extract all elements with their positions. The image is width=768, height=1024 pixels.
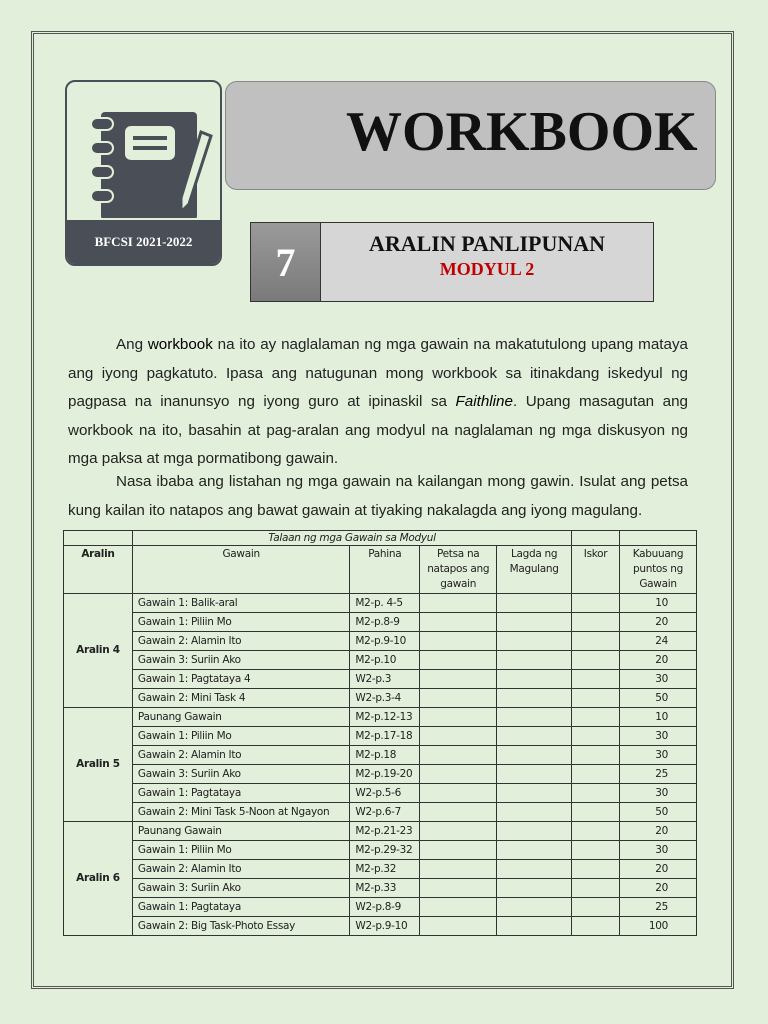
lagda-cell[interactable]	[497, 670, 572, 689]
gawain-cell: Gawain 2: Big Task-Photo Essay	[132, 917, 349, 936]
kabuuang-puntos-cell: 20	[620, 879, 697, 898]
pahina-cell: M2-p.32	[350, 860, 420, 879]
column-header: Aralin	[64, 546, 133, 594]
table-row	[64, 841, 697, 860]
lagda-cell[interactable]	[497, 708, 572, 727]
gawain-cell: Gawain 3: Suriin Ako	[132, 651, 349, 670]
gawain-cell: Gawain 3: Suriin Ako	[132, 765, 349, 784]
kabuuang-puntos-cell: 20	[620, 860, 697, 879]
table-row	[64, 917, 697, 936]
pahina-cell: W2-p.6-7	[350, 803, 420, 822]
table-row	[64, 651, 697, 670]
petsa-cell[interactable]	[420, 727, 497, 746]
kabuuang-puntos-cell: 10	[620, 594, 697, 613]
pahina-cell: M2-p.12-13	[350, 708, 420, 727]
iskor-cell[interactable]	[572, 708, 620, 727]
iskor-cell[interactable]	[572, 784, 620, 803]
pahina-cell: M2-p.29-32	[350, 841, 420, 860]
petsa-cell[interactable]	[420, 613, 497, 632]
lagda-cell[interactable]	[497, 841, 572, 860]
petsa-cell[interactable]	[420, 841, 497, 860]
lagda-cell[interactable]	[497, 594, 572, 613]
petsa-cell[interactable]	[420, 670, 497, 689]
iskor-cell[interactable]	[572, 860, 620, 879]
gawain-cell: Gawain 1: Piliin Mo	[132, 727, 349, 746]
lagda-cell[interactable]	[497, 746, 572, 765]
kabuuang-puntos-cell: 30	[620, 841, 697, 860]
kabuuang-puntos-cell: 20	[620, 613, 697, 632]
lagda-cell[interactable]	[497, 632, 572, 651]
kabuuang-puntos-cell: 100	[620, 917, 697, 936]
gawain-cell: Gawain 1: Balik-aral	[132, 594, 349, 613]
column-header: Petsa na natapos ang gawain	[420, 546, 497, 594]
intro-paragraph-1: Ang workbook na ito ay naglalaman ng mga gawain na makatutulong upang mataya ang iyong pagkatuto. Ipasa ang natugunan mong workbook sa itinakdang iskedyul ng pagpasa na inanunsyo ng iyong guro at ipinaskil sa Faithline. Upang masagutan ang workbook na ito, basahin at pag-aralan ang modyul na naglalaman ng mga diskusyon ng mga paksa at mga pormatibong gawain.	[68, 336, 688, 467]
kabuuang-puntos-cell: 20	[620, 651, 697, 670]
table-row	[64, 822, 697, 841]
iskor-cell[interactable]	[572, 632, 620, 651]
column-header: Pahina	[350, 546, 420, 594]
iskor-cell[interactable]	[572, 765, 620, 784]
petsa-cell[interactable]	[420, 765, 497, 784]
petsa-cell[interactable]	[420, 708, 497, 727]
school-year-label: BFCSI 2021-2022	[67, 220, 220, 264]
lagda-cell[interactable]	[497, 727, 572, 746]
gawain-cell: Gawain 3: Suriin Ako	[132, 879, 349, 898]
iskor-cell[interactable]	[572, 746, 620, 765]
lagda-cell[interactable]	[497, 879, 572, 898]
gawain-cell: Gawain 1: Piliin Mo	[132, 613, 349, 632]
pahina-cell: M2-p.17-18	[350, 727, 420, 746]
iskor-cell[interactable]	[572, 727, 620, 746]
gawain-cell: Gawain 2: Alamin Ito	[132, 632, 349, 651]
table-row	[64, 879, 697, 898]
lagda-cell[interactable]	[497, 651, 572, 670]
subject-title: ARALIN PANLIPUNAN	[368, 231, 606, 256]
notebook-pencil-icon	[71, 88, 216, 218]
pahina-cell: M2-p. 4-5	[350, 594, 420, 613]
grade-number: 7	[251, 223, 321, 301]
pahina-cell: W2-p.3	[350, 670, 420, 689]
kabuuang-puntos-cell: 25	[620, 898, 697, 917]
title-banner	[225, 81, 716, 190]
iskor-cell[interactable]	[572, 613, 620, 632]
kabuuang-puntos-cell: 30	[620, 670, 697, 689]
table-row	[64, 727, 697, 746]
column-header: Gawain	[132, 546, 349, 594]
petsa-cell[interactable]	[420, 689, 497, 708]
aralin-label: Aralin 4	[64, 594, 133, 708]
table-row	[64, 670, 697, 689]
module-label: MODYUL 2	[439, 259, 535, 279]
pahina-cell: W2-p.9-10	[350, 917, 420, 936]
pahina-cell: W2-p.8-9	[350, 898, 420, 917]
subject-box	[250, 222, 654, 302]
intro-paragraph-2: Nasa ibaba ang listahan ng mga gawain na kailangan mong gawin. Isulat ang petsa kung kailan ito natapos ang bawat gawain at tiyaking nakalagda ang iyong magulang.	[68, 473, 688, 519]
iskor-cell[interactable]	[572, 670, 620, 689]
petsa-cell[interactable]	[420, 860, 497, 879]
gawain-cell: Gawain 1: Pagtataya	[132, 784, 349, 803]
table-row	[64, 594, 697, 613]
gawain-cell: Gawain 1: Pagtataya 4	[132, 670, 349, 689]
petsa-cell[interactable]	[420, 632, 497, 651]
kabuuang-puntos-cell: 20	[620, 822, 697, 841]
table-row	[64, 689, 697, 708]
iskor-cell[interactable]	[572, 803, 620, 822]
workbook-logo	[65, 80, 222, 266]
table-row	[64, 765, 697, 784]
activities-table	[63, 530, 697, 936]
lagda-cell[interactable]	[497, 822, 572, 841]
kabuuang-puntos-cell: 30	[620, 746, 697, 765]
table-caption: Talaan ng mga Gawain sa Modyul	[132, 531, 571, 546]
lagda-cell[interactable]	[497, 765, 572, 784]
gawain-cell: Gawain 2: Alamin Ito	[132, 746, 349, 765]
kabuuang-puntos-cell: 30	[620, 784, 697, 803]
petsa-cell[interactable]	[420, 879, 497, 898]
table-row	[64, 632, 697, 651]
table-row	[64, 784, 697, 803]
pahina-cell: M2-p.8-9	[350, 613, 420, 632]
gawain-cell: Paunang Gawain	[132, 708, 349, 727]
iskor-cell[interactable]	[572, 879, 620, 898]
pahina-cell: M2-p.9-10	[350, 632, 420, 651]
gawain-cell: Gawain 2: Mini Task 5-Noon at Ngayon	[132, 803, 349, 822]
pahina-cell: M2-p.33	[350, 879, 420, 898]
petsa-cell[interactable]	[420, 917, 497, 936]
column-header: Iskor	[572, 546, 620, 594]
lagda-cell[interactable]	[497, 917, 572, 936]
column-header: Kabuuang puntos ng Gawain	[620, 546, 697, 594]
lagda-cell[interactable]	[497, 613, 572, 632]
table-row	[64, 898, 697, 917]
petsa-cell[interactable]	[420, 822, 497, 841]
kabuuang-puntos-cell: 10	[620, 708, 697, 727]
iskor-cell[interactable]	[572, 689, 620, 708]
petsa-cell[interactable]	[420, 594, 497, 613]
iskor-cell[interactable]	[572, 822, 620, 841]
kabuuang-puntos-cell: 24	[620, 632, 697, 651]
gawain-cell: Gawain 2: Alamin Ito	[132, 860, 349, 879]
petsa-cell[interactable]	[420, 746, 497, 765]
pahina-cell: M2-p.21-23	[350, 822, 420, 841]
petsa-cell[interactable]	[420, 898, 497, 917]
petsa-cell[interactable]	[420, 651, 497, 670]
iskor-cell[interactable]	[572, 651, 620, 670]
lagda-cell[interactable]	[497, 689, 572, 708]
kabuuang-puntos-cell: 50	[620, 689, 697, 708]
pahina-cell: M2-p.19-20	[350, 765, 420, 784]
pahina-cell: W2-p.3-4	[350, 689, 420, 708]
petsa-cell[interactable]	[420, 803, 497, 822]
gawain-cell: Gawain 2: Mini Task 4	[132, 689, 349, 708]
gawain-cell: Gawain 1: Pagtataya	[132, 898, 349, 917]
pahina-cell: M2-p.18	[350, 746, 420, 765]
page-title: WORKBOOK	[346, 101, 698, 163]
table-row	[64, 860, 697, 879]
iskor-cell[interactable]	[572, 898, 620, 917]
kabuuang-puntos-cell: 30	[620, 727, 697, 746]
column-header: Lagda ng Magulang	[497, 546, 572, 594]
lagda-cell[interactable]	[497, 784, 572, 803]
iskor-cell[interactable]	[572, 594, 620, 613]
kabuuang-puntos-cell: 25	[620, 765, 697, 784]
pahina-cell: W2-p.5-6	[350, 784, 420, 803]
lagda-cell[interactable]	[497, 803, 572, 822]
aralin-label: Aralin 6	[64, 822, 133, 936]
aralin-label: Aralin 5	[64, 708, 133, 822]
gawain-cell: Gawain 1: Piliin Mo	[132, 841, 349, 860]
iskor-cell[interactable]	[572, 917, 620, 936]
table-row	[64, 708, 697, 727]
lagda-cell[interactable]	[497, 860, 572, 879]
pahina-cell: M2-p.10	[350, 651, 420, 670]
lagda-cell[interactable]	[497, 898, 572, 917]
petsa-cell[interactable]	[420, 784, 497, 803]
kabuuang-puntos-cell: 50	[620, 803, 697, 822]
iskor-cell[interactable]	[572, 841, 620, 860]
gawain-cell: Paunang Gawain	[132, 822, 349, 841]
table-row	[64, 613, 697, 632]
table-row	[64, 746, 697, 765]
table-row	[64, 803, 697, 822]
